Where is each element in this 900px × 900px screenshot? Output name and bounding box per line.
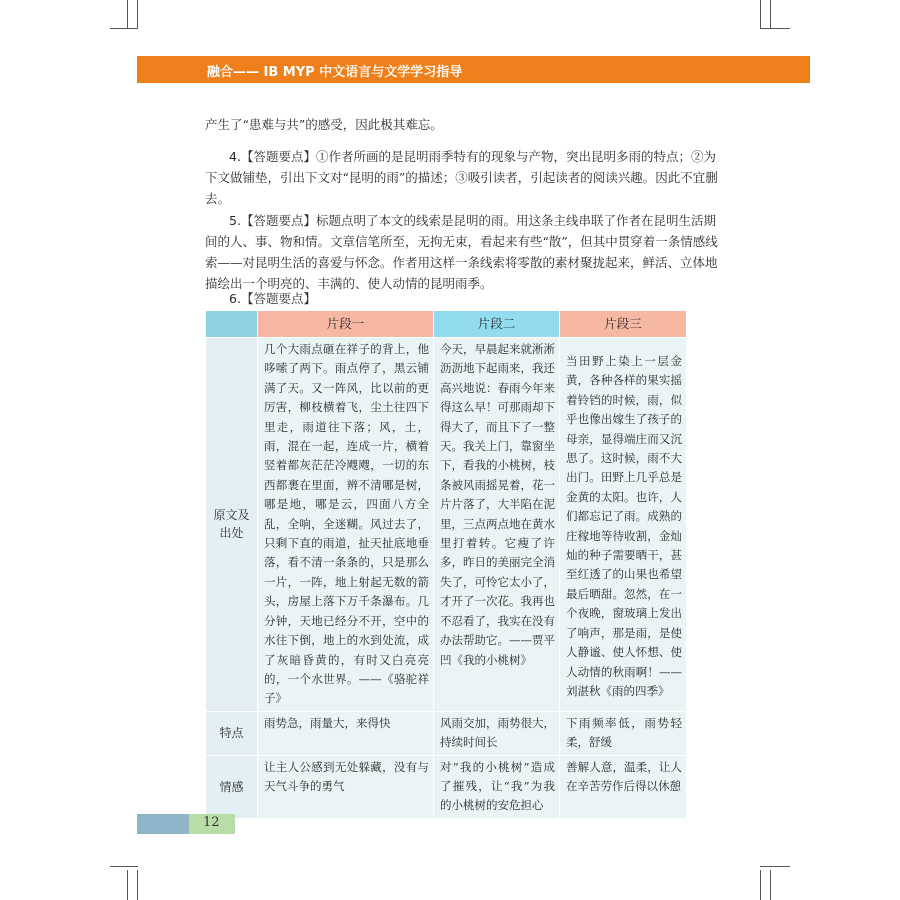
table-cell: 今天，早晨起来就淅淅沥沥地下起雨来，我还高兴地说：春雨今年来得这么早！可那雨却下得大了，而且下了一整天。我关上门，靠窗坐下，看我的小桃树，枝条被风雨摇晃着，花一片片落了，大半陷在泥里，三点两点地在黄水里打着转。它瘦了许多，昨日的美丽完全消失了，可怜它太小了，才开了一次花。我再也不忍看了，我实在没有办法帮助它。——贾平凹《我的小桃树》 [434, 338, 560, 712]
table-cell: 风雨交加，雨势很大，持续时间长 [434, 711, 560, 755]
answer-4 [205, 146, 725, 209]
crop-mark [127, 870, 128, 900]
crop-mark [110, 866, 138, 867]
table-header-2: 片段二 [434, 311, 560, 338]
crop-mark [760, 870, 761, 900]
crop-mark [137, 0, 138, 28]
row-label-feature: 特点 [206, 711, 258, 755]
comparison-table [205, 310, 686, 819]
answer-4-text [205, 146, 725, 209]
crop-mark [760, 0, 761, 28]
paragraph-3-end [205, 114, 725, 135]
answer-5-number: 5. [229, 213, 241, 228]
table-cell: 让主人公感到无处躲藏，没有与天气斗争的勇气 [258, 755, 434, 818]
answer-5-body: 标题点明了本文的线索是昆明的雨。用这条主线串联了作者在昆明生活期间的人、事、物和情。文章信笔所至，无拘无束，看起来有些“散”，但其中贯穿着一条情感线索——对昆明生活的喜爱与怀念。作者用这样一条线索将零散的素材聚拢起来，鲜活、立体地描绘出一个明亮的、丰满的、使人动情的昆明雨季。 [205, 213, 718, 291]
answer-6 [205, 288, 725, 309]
table [205, 310, 687, 819]
crop-mark [760, 28, 790, 29]
table-header-3: 片段三 [560, 311, 687, 338]
table-header-blank [206, 311, 258, 338]
answer-5-text [205, 210, 725, 294]
answer-6-text [205, 288, 725, 309]
answer-5 [205, 210, 725, 294]
table-cell: 几个大雨点砸在祥子的背上，他哆嗦了两下。雨点停了，黑云铺满了天。又一阵风，比以前的更厉害，柳枝横着飞，尘土往四下里走，雨道往下落；风，土，雨，混在一起，连成一片，横着竖着都灰茫茫冷飕飕，一切的东西都裹在里面，辨不清哪是树，哪是地，哪是云，四面八方全乱，全响，全迷糊。风过去了，只剩下直的雨道，扯天扯底地垂落，看不清一条条的，只是那么一片，一阵，地上射起无数的箭头，房屋上落下万千条瀑布。几分钟，天地已经分不开，空中的水往下倒，地上的水到处流，成了灰暗昏黄的，有时又白亮亮的，一个水世界。——《骆驼祥子》 [258, 338, 434, 712]
table-header-row [206, 311, 687, 338]
answer-4-body: ①作者所画的是昆明雨季特有的现象与产物，突出昆明多雨的特点；②为下文做铺垫，引出下文对“昆明的雨”的描述；③吸引读者，引起读者的阅读兴趣。因此不宜删去。 [205, 149, 718, 206]
answer-4-number: 4. [229, 149, 241, 164]
row-label-emotion: 情感 [206, 755, 258, 818]
crop-mark [770, 870, 771, 900]
table-row [206, 338, 687, 712]
answer-6-number: 6. [229, 291, 241, 306]
crop-mark [110, 28, 138, 29]
page-number: 12 [203, 815, 220, 830]
table-cell: 善解人意，温柔，让人在辛苦劳作后得以休憩 [560, 755, 687, 818]
footer-bar-blue [137, 814, 189, 834]
table-header-1: 片段一 [258, 311, 434, 338]
answer-5-label: 【答题要点】 [240, 213, 316, 228]
row-label-source: 原文及出处 [206, 338, 258, 712]
header-title: 融合—— IB MYP 中文语言与文学学习指导 [207, 65, 463, 80]
paragraph-text: 产生了“患难与共”的感受，因此极其难忘。 [205, 117, 443, 132]
table-cell: 对“我的小桃树”造成了摧残，让“我”为我的小桃树的安危担心 [434, 755, 560, 818]
table-cell: 下雨频率低，雨势轻柔，舒缓 [560, 711, 687, 755]
table-row [206, 755, 687, 818]
crop-mark [760, 866, 790, 867]
crop-mark [127, 0, 128, 28]
table-cell: 雨势急，雨量大，来得快 [258, 711, 434, 755]
crop-mark [137, 870, 138, 900]
table-row [206, 711, 687, 755]
answer-4-label: 【答题要点】 [240, 149, 316, 164]
crop-mark [770, 0, 771, 28]
table-cell: 当田野上染上一层金黄，各种各样的果实摇着铃铛的时候，雨，似乎也像出嫁生了孩子的母亲，显得端庄而又沉思了。这时候，雨不大出门。田野上几乎总是金黄的太阳。也许，人们都忘记了雨。成熟的庄稼地等待收割，金灿灿的种子需要晒干，甚至红透了的山果也希望最后晒甜。忽然，在一个夜晚，窗玻璃上发出了响声，那是雨，是使人静谧、使人怀想、使人动情的秋雨啊！——刘湛秋《雨的四季》 [560, 338, 687, 712]
answer-6-label: 【答题要点】 [240, 291, 316, 306]
